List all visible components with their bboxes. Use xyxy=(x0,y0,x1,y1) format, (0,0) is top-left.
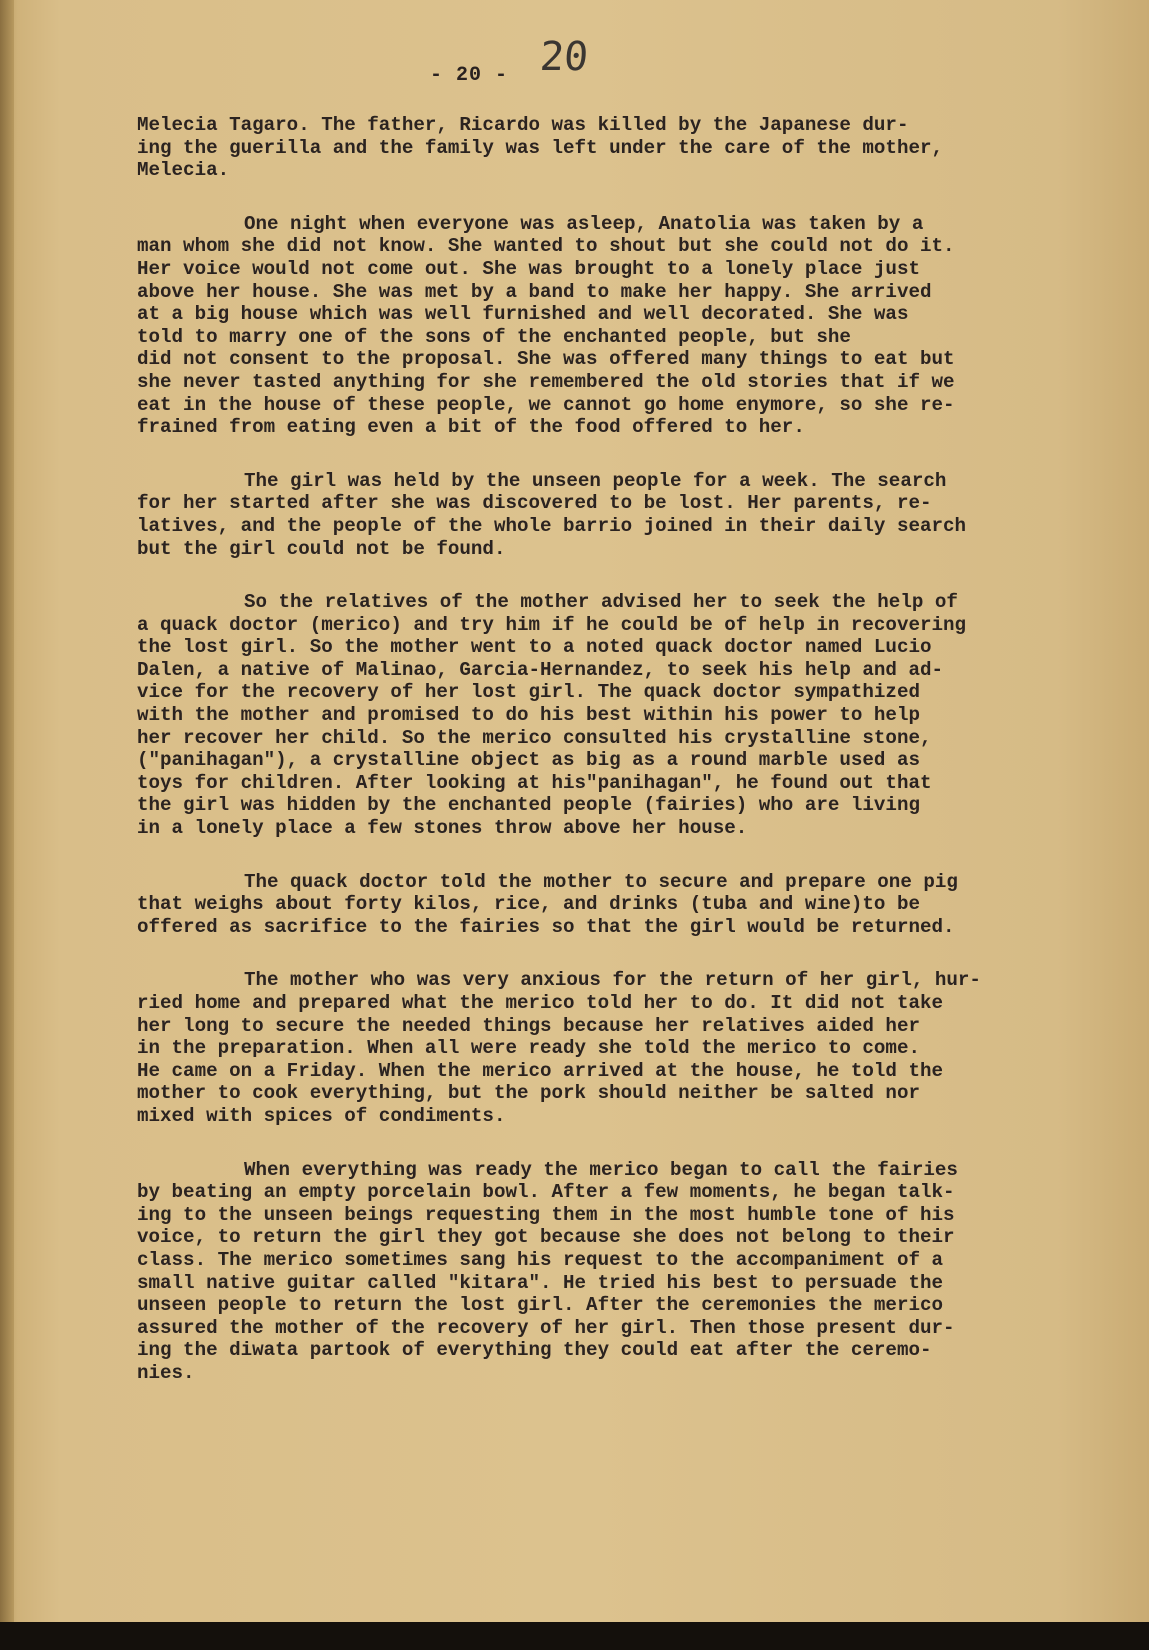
text-line: latives, and the people of the whole barrio joined in their daily search xyxy=(137,514,967,537)
text-line: a quack doctor (merico) and try him if he could be of help in recovering xyxy=(137,613,967,636)
text-line: ing to the unseen beings requesting them in the most humble tone of his xyxy=(137,1203,955,1226)
text-line: The mother who was very anxious for the return of her girl, hur- xyxy=(244,969,981,992)
text-line: vice for the recovery of her lost girl. The quack doctor sympathized xyxy=(137,681,920,704)
text-line: but the girl could not be found. xyxy=(137,537,506,560)
page-binding-shadow xyxy=(0,0,14,1622)
paragraph xyxy=(137,871,1067,939)
text-line: The quack doctor told the mother to secure and prepare one pig xyxy=(244,870,958,893)
text-line: He came on a Friday. When the merico arrived at the house, he told the xyxy=(137,1059,944,1082)
text-line: toys for children. After looking at his"panihagan", he found out that xyxy=(137,771,932,794)
text-line: assured the mother of the recovery of her girl. Then those present dur- xyxy=(137,1316,955,1339)
text-line: ing the guerilla and the family was left under the care of the mother, xyxy=(137,136,944,159)
text-line: One night when everyone was asleep, Anatolia was taken by a xyxy=(244,212,924,235)
paragraph xyxy=(137,470,1067,560)
paragraph xyxy=(137,114,1067,182)
text-line: offered as sacrifice to the fairies so that the girl would be returned. xyxy=(137,915,955,938)
text-line: The girl was held by the unseen people for a week. The search xyxy=(244,469,947,492)
text-line: voice, to return the girl they got because she does not belong to their xyxy=(137,1226,955,1249)
text-line: mixed with spices of condiments. xyxy=(137,1104,506,1127)
text-line: for her started after she was discovered to be lost. Her parents, re- xyxy=(137,492,932,515)
text-line: unseen people to return the lost girl. After the ceremonies the merico xyxy=(137,1294,944,1317)
text-line: man whom she did not know. She wanted to shout but she could not do it. xyxy=(137,235,955,258)
text-line: ing the diwata partook of everything they could eat after the ceremo- xyxy=(137,1339,932,1362)
text-line: ried home and prepared what the merico told her to do. It did not take xyxy=(137,992,944,1014)
text-line: with the mother and promised to do his best within his power to help xyxy=(137,704,920,727)
text-line: ("panihagan"), a crystalline object as big as a round marble used as xyxy=(137,749,920,772)
text-line: frained from eating even a bit of the food offered to her. xyxy=(137,416,805,439)
text-line: So the relatives of the mother advised her to seek the help of xyxy=(244,591,958,614)
text-line: her recover her child. So the merico consulted his crystalline stone, xyxy=(137,726,932,749)
scan-bottom-edge xyxy=(0,1622,1149,1650)
paragraph xyxy=(137,969,1067,1127)
paragraph xyxy=(137,213,1067,439)
text-line: small native guitar called "kitara". He tried his best to persuade the xyxy=(137,1271,944,1294)
text-line: told to marry one of the sons of the enchanted people, but she xyxy=(137,325,851,348)
text-line: did not consent to the proposal. She was offered many things to eat but xyxy=(137,348,955,371)
text-line: she never tasted anything for she remembered the old stories that if we xyxy=(137,370,955,393)
text-line: that weighs about forty kilos, rice, and drinks (tuba and wine)to be xyxy=(137,893,920,916)
page-number-typed: - 20 - xyxy=(430,64,509,87)
paragraph xyxy=(137,591,1067,840)
text-line: above her house. She was met by a band to make her happy. She arrived xyxy=(137,280,932,303)
document-body xyxy=(137,114,1067,1416)
text-line: mother to cook everything, but the pork should neither be salted nor xyxy=(137,1082,920,1105)
text-line: in the preparation. When all were ready she told the merico to come. xyxy=(137,1037,920,1060)
text-line: nies. xyxy=(137,1361,195,1384)
text-line: Melecia. xyxy=(137,159,230,182)
text-line: the girl was hidden by the enchanted people (fairies) who are living xyxy=(137,794,920,817)
text-line: the lost girl. So the mother went to a noted quack doctor named Lucio xyxy=(137,636,932,659)
text-line: eat in the house of these people, we cannot go home enymore, so she re- xyxy=(137,393,955,416)
text-line: in a lonely place a few stones throw above her house. xyxy=(137,817,748,840)
text-line: at a big house which was well furnished and well decorated. She was xyxy=(137,303,909,326)
text-line: Melecia Tagaro. The father, Ricardo was killed by the Japanese dur- xyxy=(137,114,909,136)
paragraph xyxy=(137,1159,1067,1385)
text-line: Dalen, a native of Malinao, Garcia-Hernandez, to seek his help and ad- xyxy=(137,658,944,681)
text-line: by beating an empty porcelain bowl. After a few moments, he began talk- xyxy=(137,1181,955,1204)
text-line: class. The merico sometimes sang his request to the accompaniment of a xyxy=(137,1248,944,1271)
text-line: her long to secure the needed things because her relatives aided her xyxy=(137,1014,920,1037)
text-line: Her voice would not come out. She was brought to a lonely place just xyxy=(137,257,920,280)
page-number-handwritten: 20 xyxy=(538,34,590,80)
page-header xyxy=(0,30,1149,100)
text-line: When everything was ready the merico began to call the fairies xyxy=(244,1158,958,1181)
